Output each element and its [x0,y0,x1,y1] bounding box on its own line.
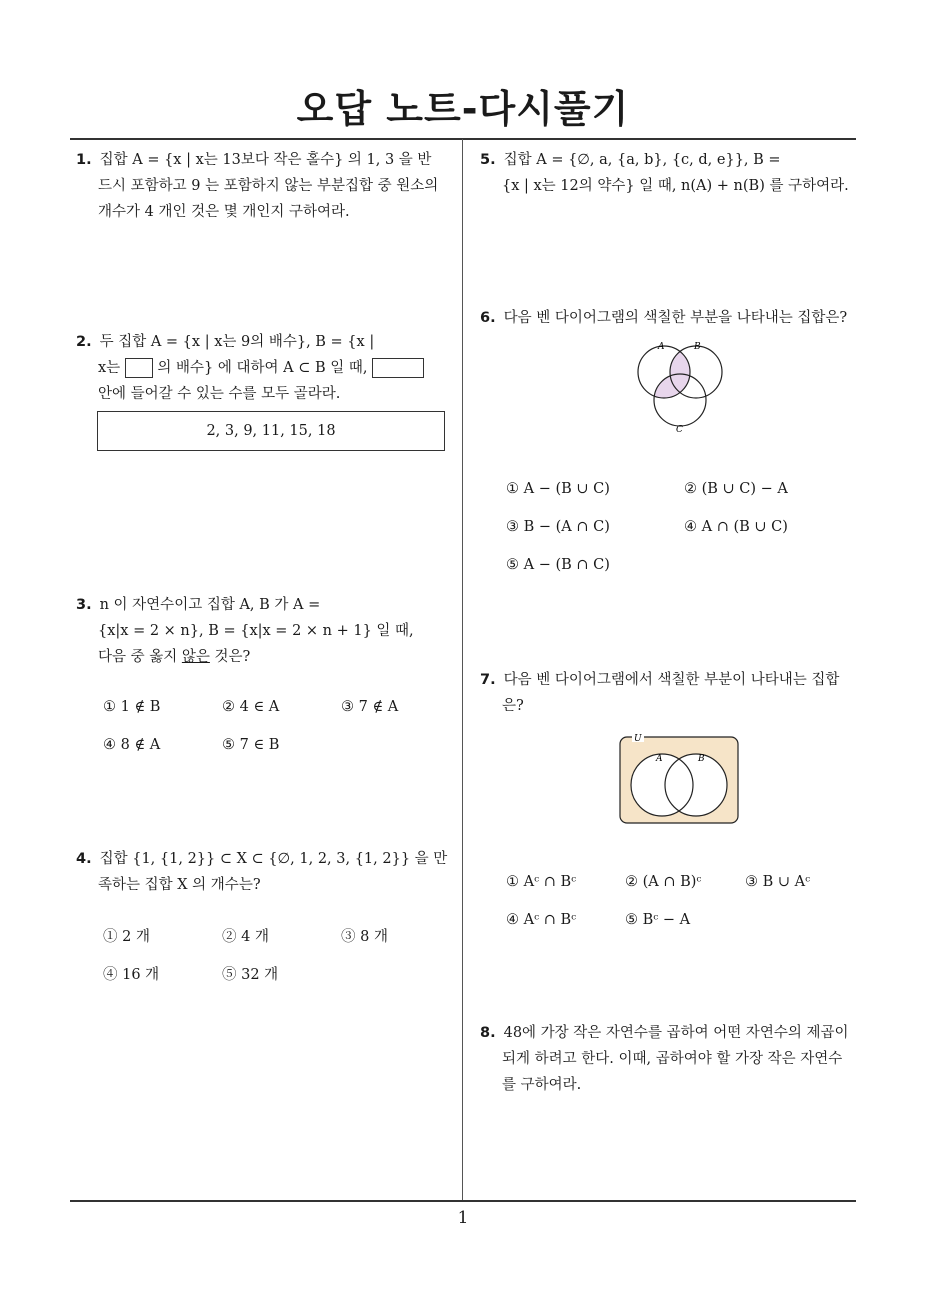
answer-option[interactable]: ② (A ∩ B)ᶜ [625,874,702,890]
venn-label: A [656,754,663,764]
question-number: 7. [480,672,496,688]
question-text-line: 를 구하여라. [502,1077,582,1093]
answer-option[interactable]: ③ 8 개 [341,929,388,945]
question-4 [76,846,460,898]
answer-option[interactable]: ③ B ∪ Aᶜ [745,874,811,890]
question-text-line: {x|x = 2 × n}, B = {x|x = 2 × n + 1} 일 때, [98,623,414,639]
venn-diagram-7 [618,733,742,825]
venn-label: B [694,342,701,352]
question-text-line: 집합 A = {∅, a, {a, b}, {c, d, e}}, B = [503,152,781,168]
question-7 [480,667,864,719]
top-rule [70,138,856,140]
question-text-line: {x | x는 12의 약수} 일 때, n(A) + n(B) 를 구하여라. [502,178,849,194]
page-title: 오답 노트-다시풀기 [296,87,630,131]
question-text-line: 안에 들어갈 수 있는 수를 모두 골라라. [98,386,341,402]
answer-option[interactable]: ① 2 개 [103,929,150,945]
question-text-line: 두 집합 A = {x | x는 9의 배수}, B = {x | [99,334,375,350]
question-number: 1. [76,152,92,168]
question-number: 6. [480,310,496,326]
question-6 [480,305,864,331]
answer-option[interactable]: ⑤ A − (B ∩ C) [506,557,610,573]
underlined-text: 않은 [181,649,210,665]
question-text-line: 다음 벤 다이어그램의 색칠한 부분을 나타내는 집합은? [503,310,848,326]
question-2 [76,329,460,407]
question-text-line: 족하는 집합 X 의 개수는? [98,877,261,893]
answer-option[interactable]: ④ 16 개 [103,967,160,983]
question-text-line: 집합 {1, {1, 2}} ⊂ X ⊂ {∅, 1, 2, 3, {1, 2}} 을 만 [99,851,448,867]
question-text-line: 은? [502,698,524,714]
answer-option[interactable]: ⑤ 32 개 [222,967,279,983]
venn-diagram-6 [630,338,730,434]
answer-option[interactable]: ① Aᶜ ∩ Bᶜ [506,874,577,890]
question-text-line: 다음 벤 다이어그램에서 색칠한 부분이 나타내는 집합 [503,672,840,688]
answer-option[interactable]: ② (B ∪ C) − A [684,481,788,497]
blank-box [372,358,424,378]
venn-label: B [698,754,705,764]
question-text: 다음 중 옳지 [98,649,182,665]
question-text: x는 [98,360,121,376]
question-text-line: 48에 가장 작은 자연수를 곱하여 어떤 자연수의 제곱이 [503,1025,849,1041]
question-1 [76,147,460,225]
answer-option[interactable]: ⑤ Bᶜ − A [625,912,691,928]
blank-box [125,358,153,378]
question-number: 3. [76,597,92,613]
answer-option[interactable]: ② 4 ∈ A [222,699,280,715]
answer-option[interactable]: ⑤ 7 ∈ B [222,737,280,753]
bottom-rule [70,1200,856,1202]
question-text: 의 배수} 에 대하여 A ⊂ B 일 때, [157,360,368,376]
answer-option[interactable]: ① A − (B ∪ C) [506,481,610,497]
answer-option[interactable]: ③ 7 ∉ A [341,699,399,715]
answer-option[interactable]: ④ 8 ∉ A [103,737,161,753]
page-number: 1 [457,1208,469,1228]
answer-option[interactable]: ④ A ∩ (B ∪ C) [684,519,788,535]
question-text-line: 집합 A = {x | x는 13보다 작은 홀수} 의 1, 3 을 반 [99,152,432,168]
question-number: 2. [76,334,92,350]
question-text-line: n 이 자연수이고 집합 A, B 가 A = [99,597,321,613]
question-text: 것은? [209,649,251,665]
answer-option[interactable]: ② 4 개 [222,929,269,945]
question-8 [480,1020,864,1098]
venn-label: C [676,425,683,434]
answer-option[interactable]: ④ Aᶜ ∩ Bᶜ [506,912,577,928]
question-text-line: 개수가 4 개인 것은 몇 개인지 구하여라. [98,204,350,220]
venn-label: U [634,734,642,744]
question-text-line: 드시 포함하고 9 는 포함하지 않는 부분집합 중 원소의 [98,178,439,194]
question-text-line: 되게 하려고 한다. 이때, 곱하여야 할 가장 작은 자연수 [502,1051,843,1067]
question-3 [76,592,460,670]
question-number: 8. [480,1025,496,1041]
answer-option[interactable]: ① 1 ∉ B [103,699,161,715]
venn-label: A [658,342,665,352]
question-number: 4. [76,851,92,867]
question-5 [480,147,860,199]
answer-option[interactable]: ③ B − (A ∩ C) [506,519,610,535]
column-divider [462,139,463,1201]
choices-box: 2, 3, 9, 11, 15, 18 [97,411,445,451]
question-number: 5. [480,152,496,168]
